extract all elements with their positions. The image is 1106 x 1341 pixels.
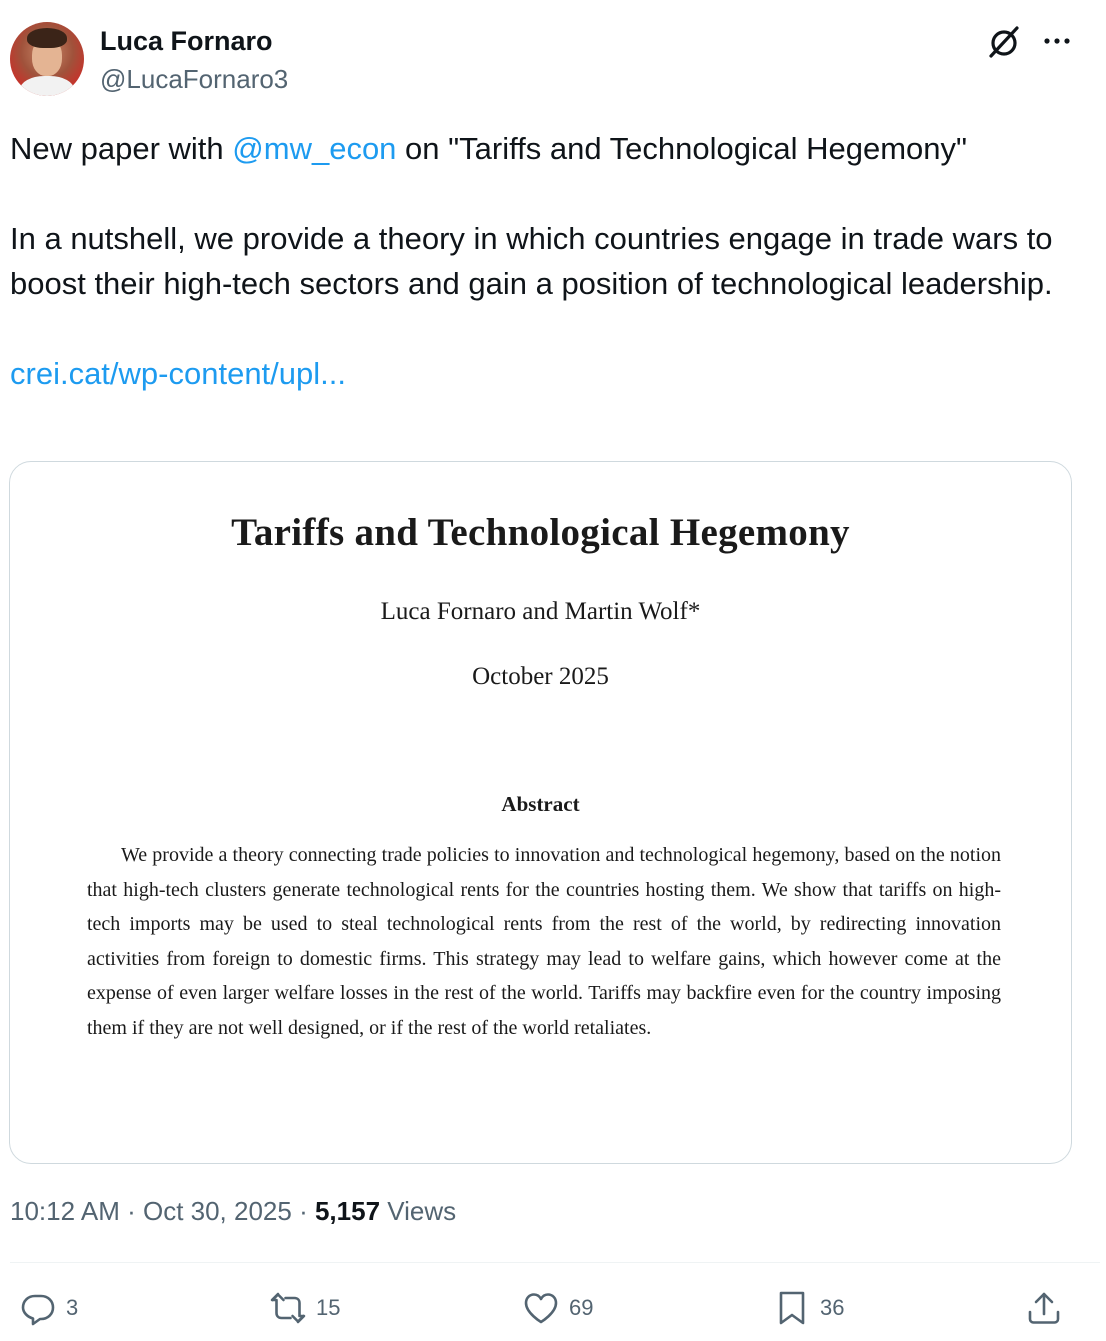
tweet-header: [10, 20, 1100, 100]
reply-count: 3: [66, 1295, 79, 1320]
share-icon: [1026, 1290, 1062, 1326]
more-icon[interactable]: [1040, 26, 1074, 56]
repost-icon: [270, 1290, 306, 1326]
avatar-hair: [27, 28, 67, 48]
divider: [10, 1262, 1100, 1263]
url-link[interactable]: crei.cat/wp-content/upl...: [10, 356, 346, 391]
tweet-date[interactable]: Oct 30, 2025: [142, 1196, 292, 1226]
heart-icon: [523, 1290, 559, 1326]
like-count: 69: [569, 1295, 594, 1320]
tweet-meta: [10, 1196, 456, 1227]
tweet-text-after-mention: on "Tariffs and Technological Hegemony": [396, 131, 968, 166]
paper-date: October 2025: [472, 663, 609, 690]
avatar[interactable]: [10, 22, 84, 96]
like-button[interactable]: [523, 1288, 593, 1328]
paragraph-gap: [10, 306, 1090, 351]
paragraph-gap: [10, 171, 1090, 216]
reply-button[interactable]: [20, 1288, 78, 1328]
bookmark-button[interactable]: [774, 1288, 844, 1328]
paper-preview-card[interactable]: [9, 461, 1072, 1164]
share-button[interactable]: [1026, 1288, 1062, 1328]
bookmark-count: 36: [820, 1295, 845, 1320]
grok-icon[interactable]: [986, 24, 1022, 60]
views-label: Views: [380, 1196, 457, 1226]
author-name[interactable]: Luca Fornaro: [100, 26, 273, 56]
views-count: 5,157: [314, 1196, 381, 1226]
meta-separator: ·: [291, 1196, 315, 1226]
paper-title: Tariffs and Technological Hegemony: [231, 511, 850, 554]
meta-separator: ·: [119, 1196, 143, 1226]
tweet-text: [10, 126, 1090, 396]
abstract-text: We provide a theory connecting trade policies to innovation and technological hegemony, based on the notion that high-tech clusters generate technological rents for the countries hosting them. We show that tariffs on high-tech imports may be used to steal technological rents from the rest of the world, by redirecting innovation activities from foreign to domestic firms. This strategy may lead to welfare gains, which however come at the expense of even larger welfare losses in the rest of the world. Tariffs may backfire even for the country imposing them if they are not well designed, or if the rest of the world retaliates.: [87, 844, 1001, 1039]
mention-link[interactable]: @mw_econ: [232, 131, 397, 166]
reply-icon: [20, 1290, 56, 1326]
tweet-line-1: [10, 126, 1090, 171]
repost-button[interactable]: [270, 1288, 340, 1328]
author-handle[interactable]: @LucaFornaro3: [100, 64, 289, 94]
paper-authors: Luca Fornaro and Martin Wolf*: [380, 598, 701, 625]
repost-count: 15: [316, 1295, 341, 1320]
avatar-shirt: [20, 76, 74, 96]
tweet-paragraph-2: In a nutshell, we provide a theory in which countries engage in trade wars to boost their high-tech sectors and gain a position of technological leadership.: [10, 221, 1053, 301]
tweet-time[interactable]: 10:12 AM: [10, 1196, 120, 1226]
bookmark-icon: [774, 1290, 810, 1326]
tweet-text-before-mention: New paper with: [10, 131, 233, 166]
abstract-heading: Abstract: [501, 792, 580, 816]
